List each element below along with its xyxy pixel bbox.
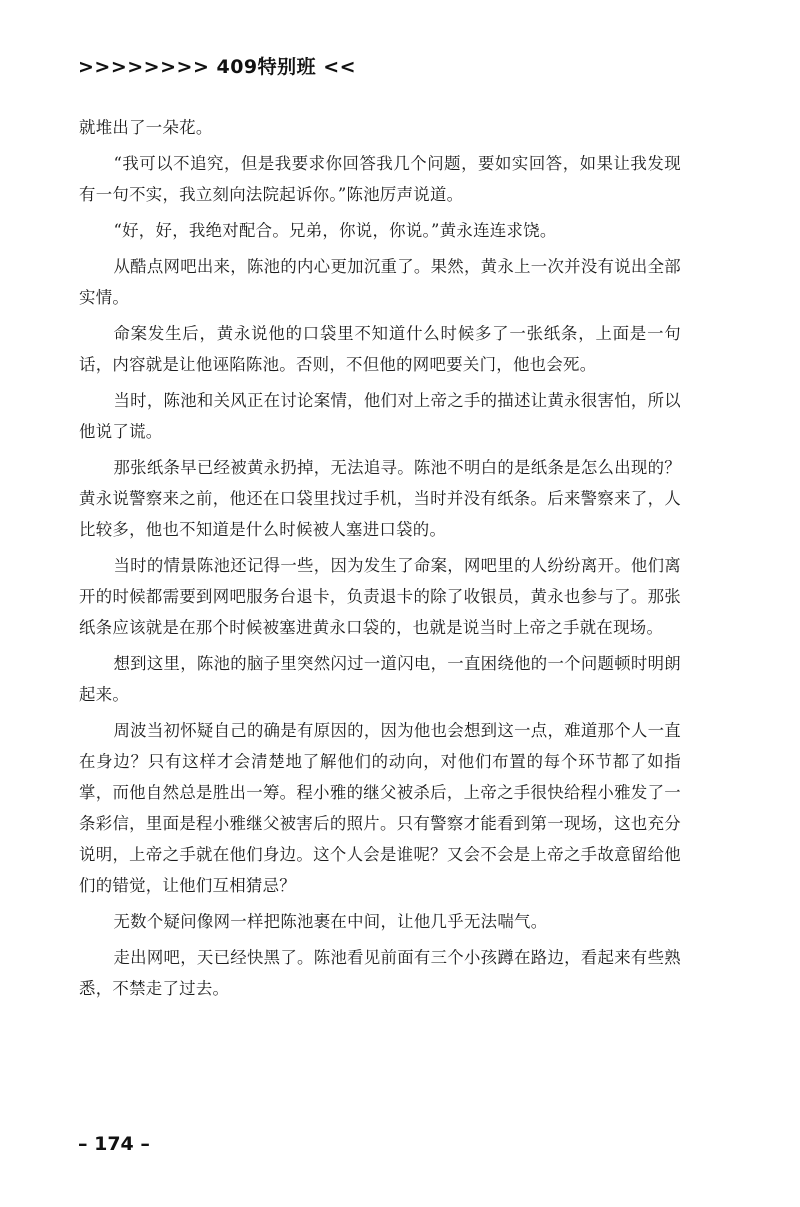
paragraph: 当时，陈池和关风正在讨论案情，他们对上帝之手的描述让黄永很害怕，所以他说了谎。 [79,391,681,441]
paragraph: 走出网吧，天已经快黑了。陈池看见前面有三个小孩蹲在路边，看起来有些熟悉，不禁走了过去。 [79,948,681,998]
running-header: >>>>>>>> 409特别班 << [78,56,357,78]
paragraph: 无数个疑问像网一样把陈池裹在中间，让他几乎无法喘气。 [113,912,548,931]
paragraph: 就堆出了一朵花。 [79,118,213,137]
body-text [79,112,681,1009]
paragraph: 想到这里，陈池的脑子里突然闪过一道闪电，一直困绕他的一个问题顿时明朗起来。 [79,654,681,704]
paragraph: “我可以不追究，但是我要求你回答我几个问题，要如实回答，如果让我发现有一句不实，我立刻向法院起诉你。”陈池厉声说道。 [79,154,681,204]
paragraph: 当时的情景陈池还记得一些，因为发生了命案，网吧里的人纷纷离开。他们离开的时候都需要到网吧服务台退卡，负责退卡的除了收银员，黄永也参与了。那张纸条应该就是在那个时候被塞进黄永口袋的，也就是说当时上帝之手就在现场。 [79,556,681,637]
paragraph: 命案发生后，黄永说他的口袋里不知道什么时候多了一张纸条，上面是一句话，内容就是让他诬陷陈池。否则，不但他的网吧要关门，他也会死。 [79,324,681,374]
paragraph: 从酷点网吧出来，陈池的内心更加沉重了。果然，黄永上一次并没有说出全部实情。 [79,257,681,307]
paragraph: 周波当初怀疑自己的确是有原因的，因为他也会想到这一点，难道那个人一直在身边？只有这样才会清楚地了解他们的动向，对他们布置的每个环节都了如指掌，而他自然总是胜出一筹。程小雅的继父被杀后，上帝之手很快给程小雅发了一条彩信，里面是程小雅继父被害后的照片。只有警察才能看到第一现场，这也充分说明，上帝之手就在他们身边。这个人会是谁呢？又会不会是上帝之手故意留给他们的错觉，让他们互相猜忌？ [79,721,681,895]
paragraph: “好，好，我绝对配合。兄弟，你说，你说。”黄永连连求饶。 [113,221,557,240]
page-number: – 174 – [78,1133,150,1155]
paragraph: 那张纸条早已经被黄永扔掉，无法追寻。陈池不明白的是纸条是怎么出现的？黄永说警察来之前，他还在口袋里找过手机，当时并没有纸条。后来警察来了，人比较多，他也不知道是什么时候被人塞进口袋的。 [79,458,681,539]
